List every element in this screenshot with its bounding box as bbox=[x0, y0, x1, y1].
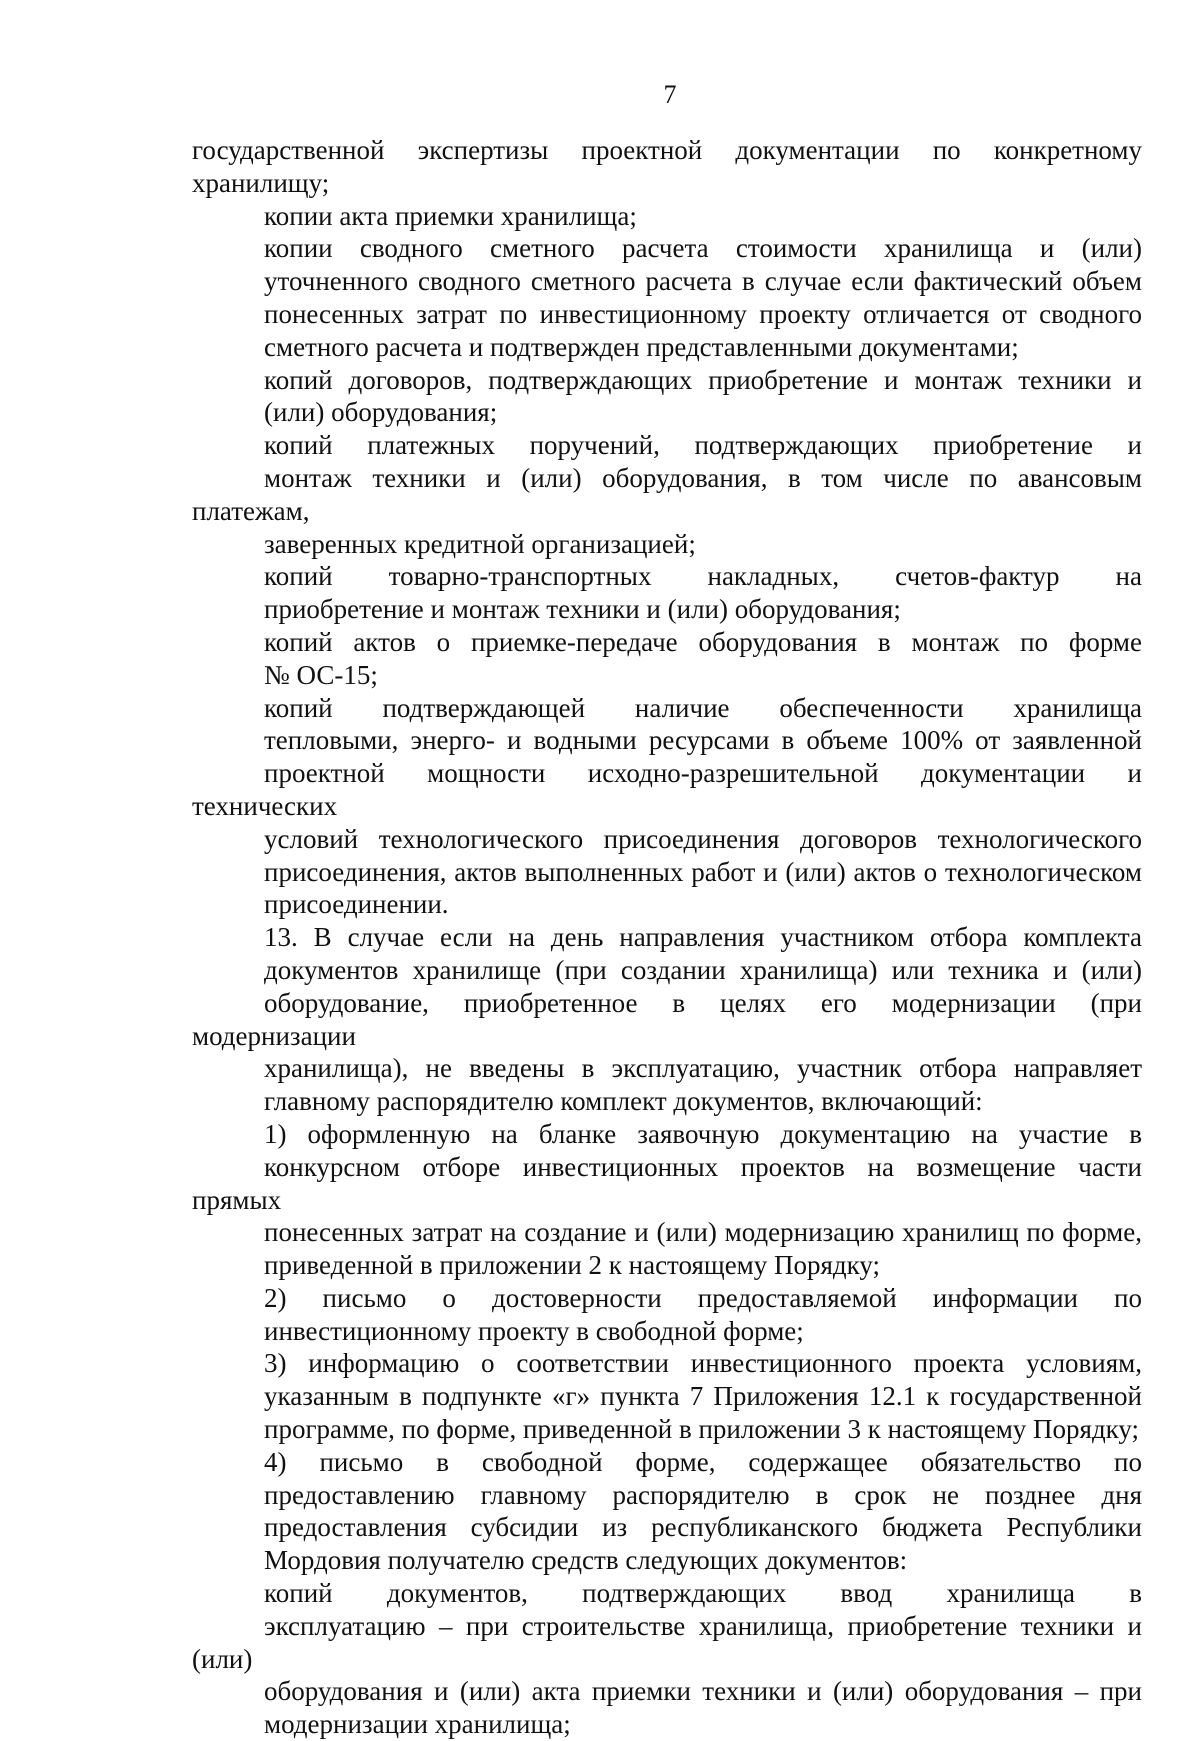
text-line: копий документов, подтверждающих ввод хранилища в bbox=[264, 1578, 1142, 1609]
paragraph-expertise-continuation bbox=[192, 134, 1142, 200]
text-line: Мордовия получателю средств следующих документов: bbox=[264, 1545, 908, 1576]
text-line: копий договоров, подтверждающих приобретение и монтаж техники и bbox=[264, 364, 1142, 395]
text-line: главному распорядителю комплект документов, включающий: bbox=[264, 1086, 983, 1117]
text-line: копий платежных поручений, подтверждающих приобретение и bbox=[264, 430, 1142, 461]
text-line: условий технологического присоединения договоров технологического bbox=[264, 823, 1142, 854]
text-line: предоставления субсидии из республиканского бюджета Республики bbox=[264, 1512, 1142, 1543]
text-line: понесенных затрат на создание и (или) модернизацию хранилищ по форме, bbox=[264, 1217, 1142, 1248]
document-body bbox=[192, 134, 1142, 1741]
paragraph-item-4 bbox=[192, 1446, 1142, 1577]
text-line: присоединения, актов выполненных работ и (или) актов о технологическом bbox=[264, 856, 1142, 887]
text-line: указанным в подпункте «г» пункта 7 Приложения 12.1 к государственной bbox=[264, 1381, 1142, 1412]
text-line: 2) письмо о достоверности предоставляемой информации по bbox=[264, 1282, 1142, 1313]
text-line: эксплуатацию – при строительстве хранилища, приобретение техники и (или) bbox=[192, 1610, 1142, 1674]
text-line: проектной мощности исходно-разрешительной документации и технических bbox=[192, 758, 1142, 821]
text-line: 1) оформленную на бланке заявочную документацию на участие в bbox=[264, 1118, 1142, 1149]
text-line: программе, по форме, приведенной в приложении 3 к настоящему Порядку; bbox=[264, 1414, 1140, 1445]
text-line: модернизации хранилища; bbox=[264, 1709, 571, 1740]
paragraph-contracts bbox=[192, 364, 1142, 430]
paragraph-item-1 bbox=[192, 1118, 1142, 1282]
text-line: копии сводного сметного расчета стоимости хранилища и (или) bbox=[264, 233, 1142, 264]
paragraph-payment-orders bbox=[192, 429, 1142, 560]
paragraph-clause-13 bbox=[192, 921, 1142, 1118]
paragraph-acceptance-act bbox=[192, 200, 1142, 233]
text-line: уточненного сводного сметного расчета в случае если фактический объем bbox=[264, 266, 1142, 297]
text-line: 4) письмо в свободной форме, содержащее обязательство по bbox=[264, 1446, 1142, 1477]
text-line: присоединении. bbox=[264, 889, 449, 920]
text-line: сметного расчета и подтвержден представленными документами; bbox=[264, 331, 1019, 362]
paragraph-waybills bbox=[192, 560, 1142, 626]
text-line: понесенных затрат по инвестиционному проекту отличается от сводного bbox=[264, 298, 1142, 329]
page-number: 7 bbox=[663, 80, 677, 109]
text-line: № ОС-15; bbox=[264, 659, 378, 690]
text-line: конкурсном отборе инвестиционных проектов на возмещение части прямых bbox=[192, 1151, 1142, 1215]
text-line: оборудования и (или) акта приемки техники и (или) оборудования – при bbox=[264, 1676, 1142, 1707]
text-line: предоставлению главному распорядителю в срок не позднее дня bbox=[264, 1479, 1142, 1510]
text-line: копии акта приемки хранилища; bbox=[264, 200, 637, 231]
paragraph-item-3 bbox=[192, 1347, 1142, 1445]
text-line: копий подтверждающей наличие обеспеченности хранилища bbox=[264, 692, 1142, 723]
paragraph-commissioning-docs bbox=[192, 1577, 1142, 1741]
text-line: приведенной в приложении 2 к настоящему Порядку; bbox=[264, 1250, 881, 1281]
text-line: тепловыми, энерго- и водными ресурсами в объеме 100% от заявленной bbox=[264, 725, 1142, 756]
text-line: 13. В случае если на день направления участником отбора комплекта bbox=[264, 922, 1142, 953]
text-line: хранилища), не введены в эксплуатацию, участник отбора направляет bbox=[264, 1053, 1142, 1084]
text-line: оборудование, приобретенное в целях его модернизации (при модернизации bbox=[192, 987, 1142, 1051]
paragraph-item-2 bbox=[192, 1282, 1142, 1348]
text-line: хранилищу; bbox=[192, 167, 330, 198]
text-line: приобретение и монтаж техники и (или) оборудования; bbox=[264, 594, 901, 625]
text-line: документов хранилище (при создании хранилища) или техника и (или) bbox=[264, 954, 1142, 985]
text-line: монтаж техники и (или) оборудования, в том числе по авансовым платежам, bbox=[192, 462, 1142, 526]
text-line: заверенных кредитной организацией; bbox=[264, 528, 696, 559]
paragraph-cost-estimate bbox=[192, 232, 1142, 363]
text-line: 3) информацию о соответствии инвестиционного проекта условиям, bbox=[264, 1348, 1142, 1379]
text-line: (или) оборудования; bbox=[264, 397, 498, 428]
paragraph-resources bbox=[192, 692, 1142, 922]
text-line: копий актов о приемке-передаче оборудования в монтаж по форме bbox=[264, 626, 1142, 657]
text-line: государственной экспертизы проектной документации по конкретному bbox=[192, 135, 1142, 165]
text-line: копий товарно-транспортных накладных, счетов-фактур на bbox=[264, 561, 1142, 592]
paragraph-os15-acts bbox=[192, 626, 1142, 692]
text-line: инвестиционному проекту в свободной форме; bbox=[264, 1315, 804, 1346]
